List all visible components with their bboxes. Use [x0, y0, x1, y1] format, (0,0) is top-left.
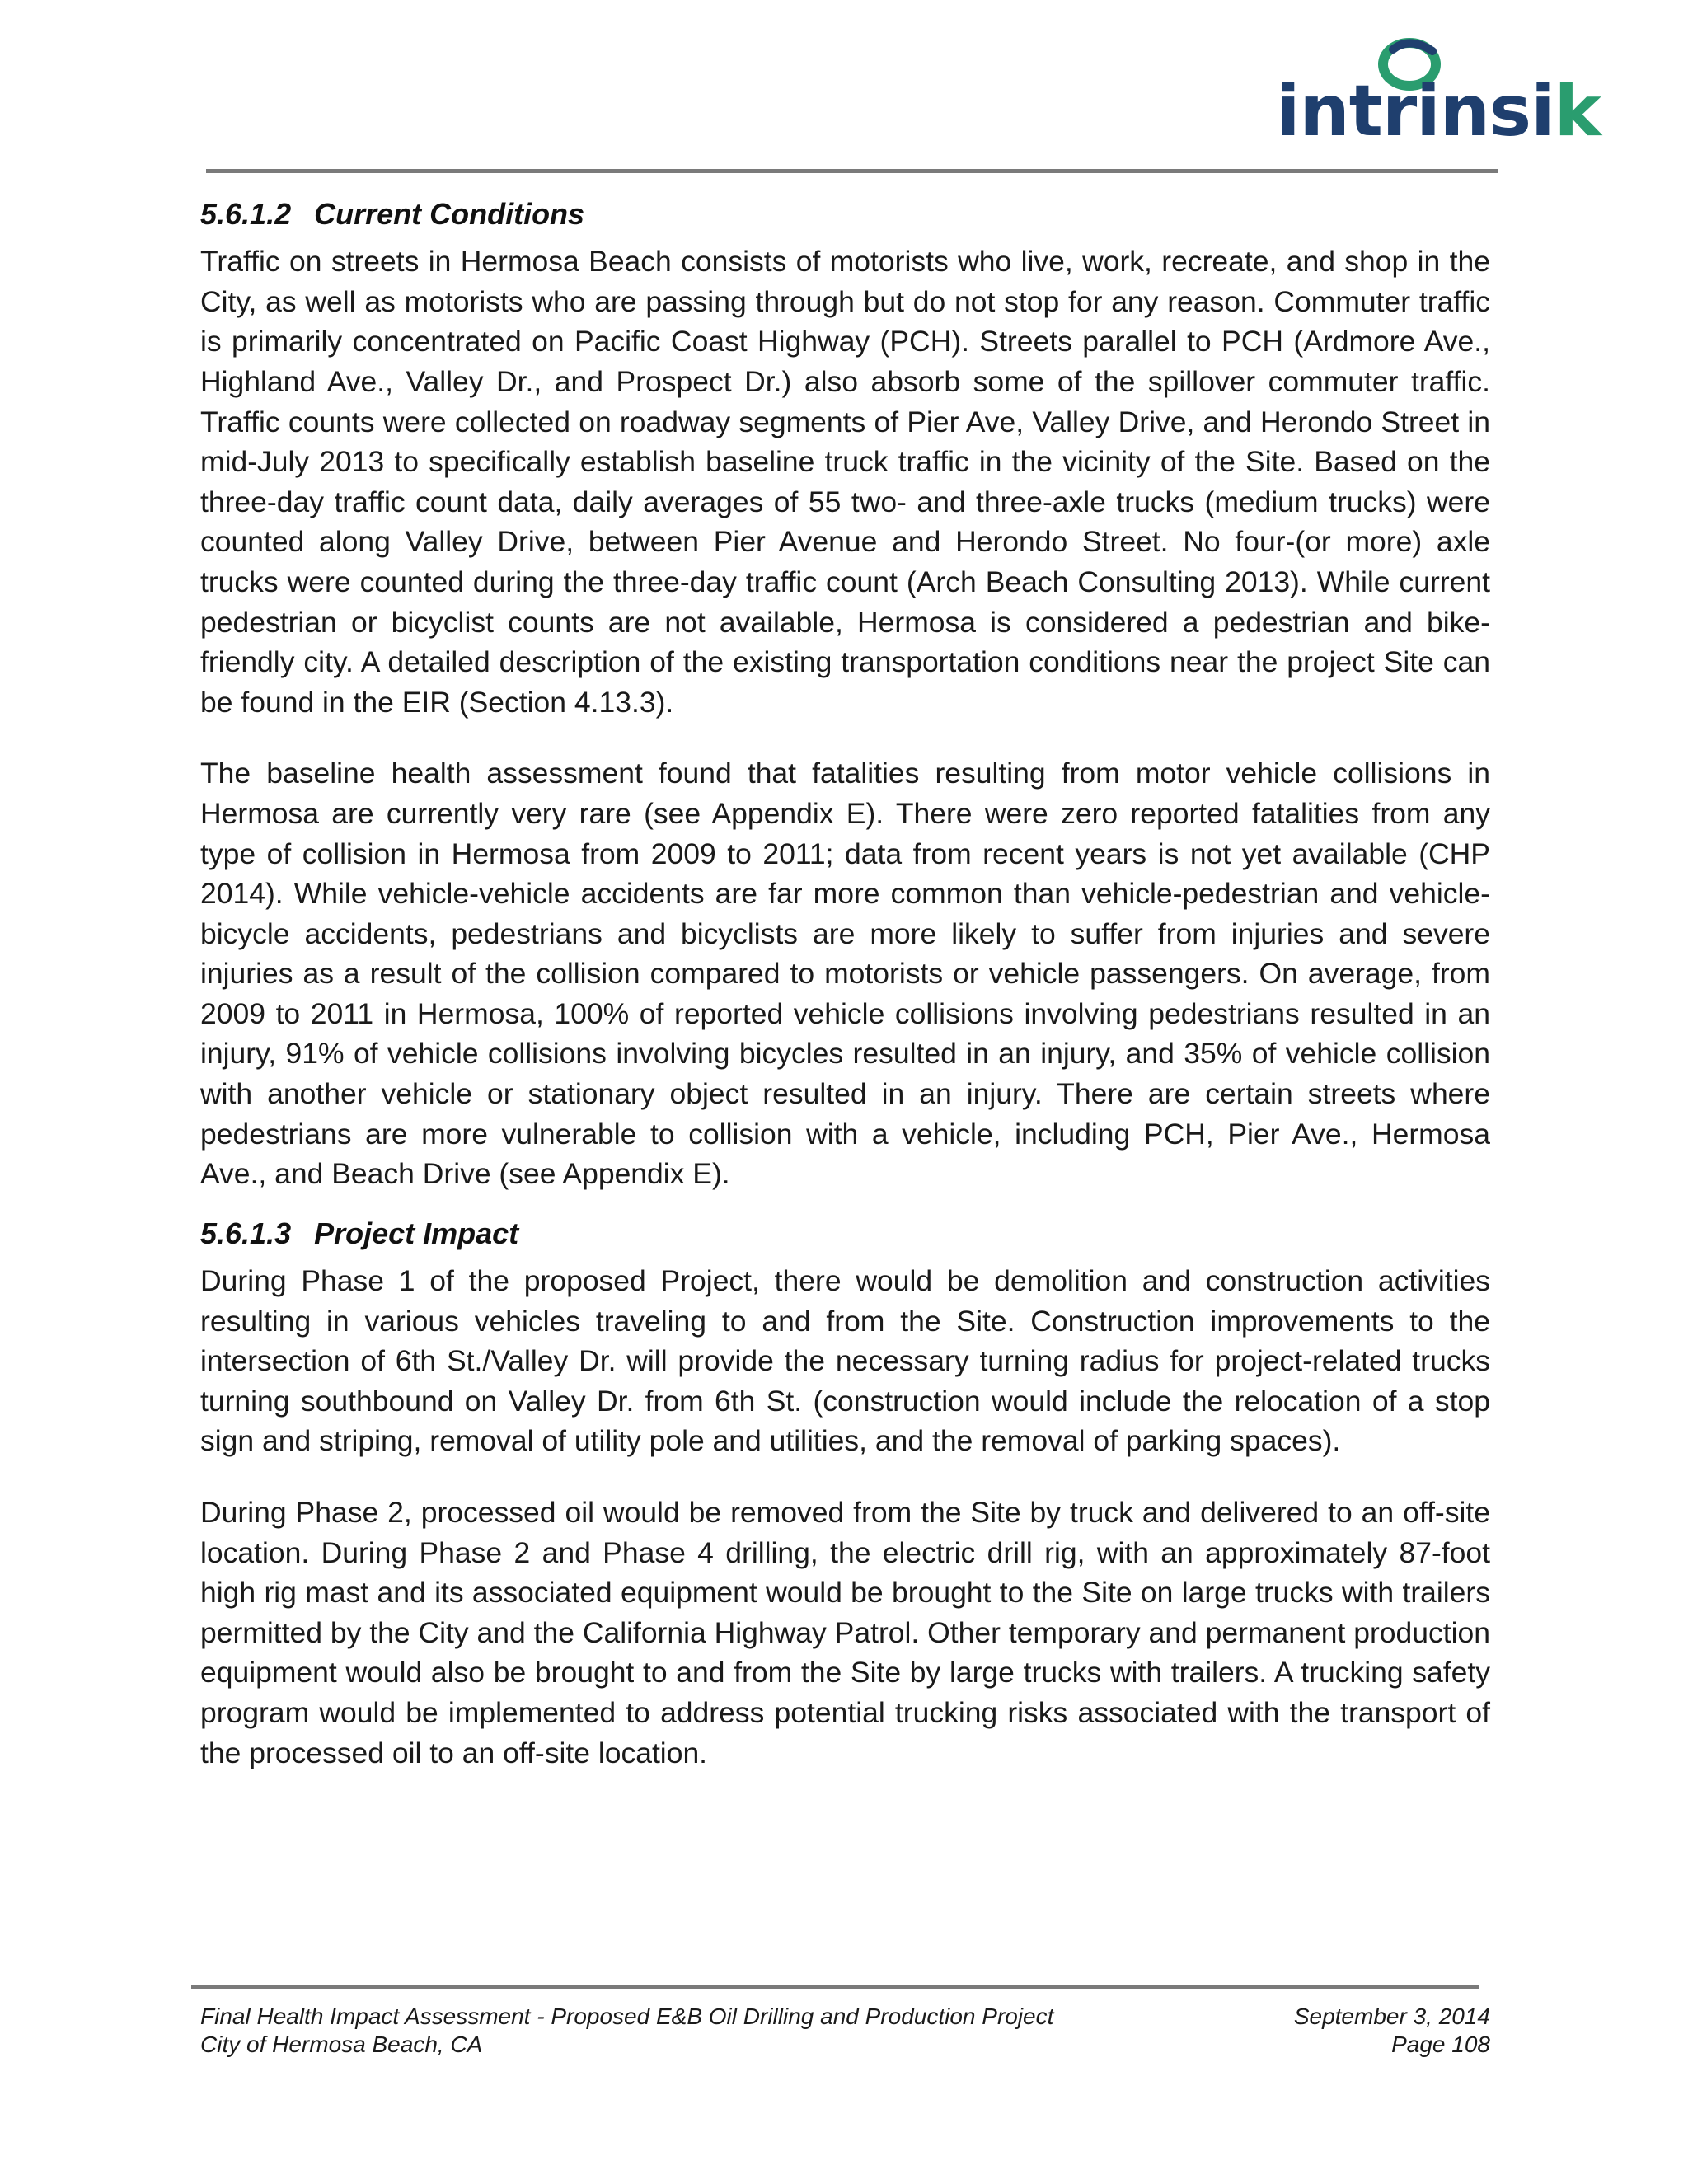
paragraph: During Phase 2, processed oil would be removed from the Site by truck and delivered to an off-site location. During Phase 2 and Phase 4 drilling, the electric drill rig, with an approximately 87-foot high rig mast and its associated equipment would be brought to the Site on large trucks with trailers permitted by the City and the California Highway Patrol. Other temporary and permanent production equipment would also be brought to and from the Site by large trucks with trailers. A trucking safety program would be implemented to address potential trucking risks associated with the transport of the processed oil to an off-site location. [200, 1496, 1490, 1769]
page-body [200, 196, 1490, 1804]
section-number: 5.6.1.3 [200, 1216, 292, 1250]
footer-document-title: Final Health Impact Assessment - Proposed E&B Oil Drilling and Production Project [200, 2004, 1054, 2029]
section-heading-project-impact [200, 1216, 1490, 1251]
paragraph: During Phase 1 of the proposed Project, there would be demolition and construction activities resulting in various vehicles traveling to and from the Site. Construction improvements to the intersection of 6th St./Valley Dr. will provide the necessary turning radius for project-related trucks turning southbound on Valley Dr. from 6th St. (construction would include the relocation of a stop sign and striping, removal of utility pole and utilities, and the removal of parking spaces). [200, 1264, 1490, 1458]
logo-wordmark: intrinsik [1276, 70, 1601, 152]
paragraph: The baseline health assessment found that fatalities resulting from motor vehicle collisions in Hermosa are currently very rare (see Appendix E). There were zero reported fatalities from any type of collision in Hermosa from 2009 to 2011; data from recent years is not yet available (CHP 2014). While vehicle-vehicle accidents are far more common than vehicle-pedestrian and vehicle-bicycle accidents, pedestrians and bicyclists are more likely to suffer from injuries and severe injuries as a result of the collision compared to motorists or vehicle passengers. On average, from 2009 to 2011 in Hermosa, 100% of reported vehicle collisions involving pedestrians resulted in an injury, 91% of vehicle collisions involving bicycles resulted in an injury, and 35% of vehicle collision with another vehicle or stationary object resulted in an injury. There are certain streets where pedestrians are more vulnerable to collision with a vehicle, including PCH, Pier Ave., Hermosa Ave., and Beach Drive (see Appendix E). [200, 757, 1490, 1191]
footer-date: September 3, 2014 [1293, 2004, 1490, 2029]
page-footer [200, 2003, 1490, 2059]
paragraph: Traffic on streets in Hermosa Beach consists of motorists who live, work, recreate, and shop in the City, as well as motorists who are passing through but do not stop for any reason. Commuter traffic is primarily concentrated on Pacific Coast Highway (PCH). Streets parallel to PCH (Ardmore Ave., Highland Ave., Valley Dr., and Prospect Dr.) also absorb some of the spillover commuter traffic. Traffic counts were collected on roadway segments of Pier Ave, Valley Drive, and Herondo Street in mid-July 2013 to specifically establish baseline truck traffic in the vicinity of the Site. Based on the three-day traffic count data, daily averages of 55 two- and three-axle trucks (medium trucks) were counted along Valley Drive, between Pier Avenue and Herondo Street. No four-(or more) axle trucks were counted during the three-day traffic count (Arch Beach Consulting 2013). While current pedestrian or bicyclist counts are not available, Hermosa is considered a pedestrian and bike-friendly city. A detailed description of the existing transportation conditions near the project Site can be found in the EIR (Section 4.13.3). [200, 245, 1490, 719]
footer-page-number: Page 108 [1391, 2032, 1490, 2057]
section-title: Project Impact [314, 1216, 519, 1250]
footer-divider [191, 1985, 1479, 1989]
footer-location: City of Hermosa Beach, CA [200, 2032, 483, 2057]
section-number: 5.6.1.2 [200, 197, 292, 231]
section-heading-current-conditions [200, 196, 1490, 232]
intrinsik-logo [1269, 33, 1601, 157]
section-title: Current Conditions [314, 197, 585, 231]
header-divider [206, 169, 1498, 173]
